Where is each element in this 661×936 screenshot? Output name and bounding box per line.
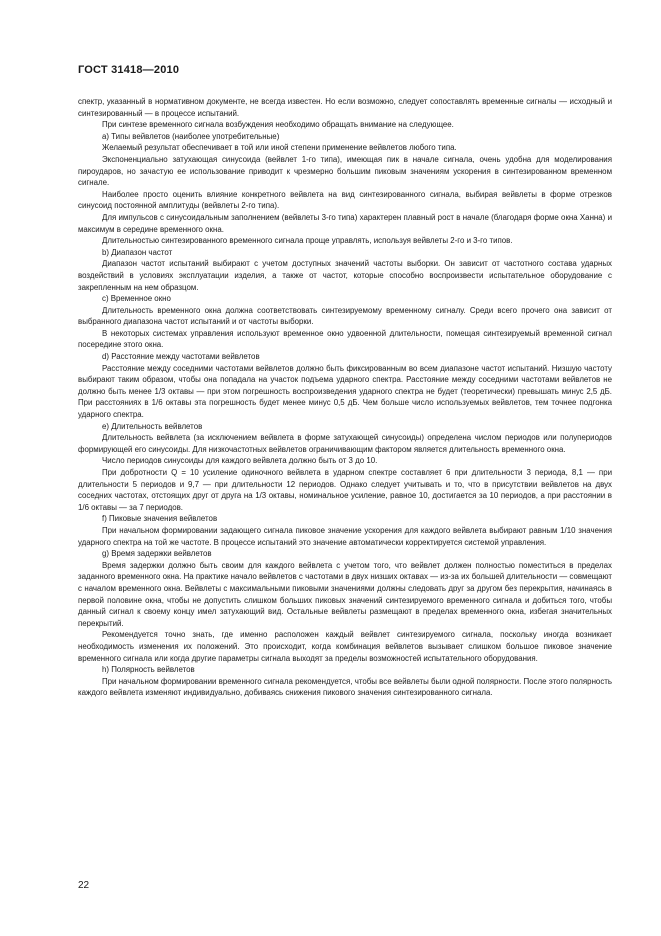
paragraph: Диапазон частот испытаний выбирают с учетом доступных значений частоты выборки. Он зависит от частотного состава ударных воздействий в условиях эксплуатации изделия, а также от частот, которые способно воспроизвести испытательное оборудование с закрепленным на нем образцом. <box>78 259 612 292</box>
paragraph: Рекомендуется точно знать, где именно расположен каждый вейвлет синтезируемого сигнала, поскольку иногда возникает необходимость изменения их положений. Это происходит, когда комбинация вейвлетов вызывает слишком большое пиковое значение временного сигнала или когда другие параметры сигнала выходят за пределы возможностей испытательного оборудования. <box>78 630 612 663</box>
paragraph: При начальном формировании задающего сигнала пиковое значение ускорения для каждого вейвлета выбирают равным 1/10 значения ударного спектра на той же частоте. В процессе испытаний это значение автоматически корректируется системой управления. <box>78 525 612 547</box>
section-heading-f: f) Пиковые значения вейвлетов <box>102 514 218 524</box>
paragraph: Расстояние между соседними частотами вейвлетов должно быть фиксированным во всем диапазоне частот испытаний. Низшую частоту выбирают таким образом, чтобы она попадала на участок подъема ударного спектра. Расстояние между соседними частотами вейвлетов не должно быть менее 1/3 октавы — при этом погрешность воспроизведения ударного спектра не будет (теоретически) превышать минус 2,5 дБ. При расстояниях в 1/6 октавы эта погрешность будет менее минус 0,5 дБ. Чем больше число используемых вейвлетов, тем точнее подгонка ударного спектра. <box>78 363 612 420</box>
section-heading-c: c) Временное окно <box>102 294 171 304</box>
document-header: ГОСТ 31418—2010 <box>78 64 180 76</box>
paragraph: В некоторых системах управления используют временное окно удвоенной длительности, помещая синтезируемый временной сигнал посередине этого окна. <box>78 328 612 350</box>
page-number: 22 <box>78 880 90 891</box>
paragraph: Для импульсов с синусоидальным заполнением (вейвлеты 3-го типа) характерен плавный рост в начале (благодаря форме окна Ханна) и максимум в середине временного окна. <box>78 212 612 234</box>
document-body <box>78 96 612 699</box>
paragraph: Наиболее просто оценить влияние конкретного вейвлета на вид синтезированного сигнала, выбирая вейвлеты в форме отрезков синусоид постоянной амплитуды (вейвлеты 2-го типа). <box>78 189 612 211</box>
section-heading-e: e) Длительность вейвлетов <box>102 421 203 431</box>
paragraph: Число периодов синусоиды для каждого вейвлета должно быть от 3 до 10. <box>102 456 378 466</box>
section-heading-a: а) Типы вейвлетов (наиболее употребительные) <box>102 131 280 141</box>
paragraph: Длительность временного окна должна соответствовать синтезируемому временному сигналу. Среди всего прочего она зависит от выбранного диапазона частот испытаний и от частоты выборки. <box>78 305 612 327</box>
paragraph: Длительностью синтезированного временного сигнала проще управлять, используя вейвлеты 2-го и 3-го типов. <box>102 236 513 246</box>
paragraph: При начальном формировании временного сигнала рекомендуется, чтобы все вейвлеты были одной полярности. После этого полярность каждого вейвлета изменяют индивидуально, добиваясь снижения пикового значения синтезированного сигнала. <box>78 676 612 698</box>
paragraph: спектр, указанный в нормативном документе, не всегда известен. Но если возможно, следует сопоставлять временные сигналы — исходный и синтезированный — в процессе испытаний. <box>78 97 612 118</box>
section-heading-g: g) Время задержки вейвлетов <box>102 549 212 559</box>
paragraph: Длительность вейвлета (за исключением вейвлета в форме затухающей синусоиды) определена числом периодов или полупериодов формирующей его синусоиды. Для низкочастотных вейвлетов ограничивающим фактором является длительность временного окна. <box>78 433 612 454</box>
section-heading-h: h) Полярность вейвлетов <box>102 665 195 675</box>
section-heading-b: b) Диапазон частот <box>102 247 173 257</box>
paragraph: Время задержки должно быть своим для каждого вейвлета с учетом того, что вейвлет должен полностью поместиться в пределах заданного временного окна. На практике начало вейвлетов с частотами в двух низших октавах — из-за их большей длительности — совмещают с началом временного окна. Вейвлеты с максимальными пиковыми значениями должны следовать друг за другом без перекрытия, начинаясь в первой половине окна, чтобы не допустить слишком больших пиковых значений синтезируемого временного сигнала и добиться того, чтобы данный сигнал к своему концу имел затухающий вид. Остальные вейвлеты размещают в пределах временного окна, избегая значительных перекрытий. <box>78 560 612 628</box>
section-heading-d: d) Расстояние между частотами вейвлетов <box>102 352 260 362</box>
paragraph: Желаемый результат обеспечивает в той или иной степени применение вейвлетов любого типа. <box>102 143 457 153</box>
paragraph: Экспоненциально затухающая синусоида (вейвлет 1-го типа), имеющая пик в начале сигнала, очень удобна для моделирования пироударов, но зачастую ее использование приводит к чрезмерно большим пиковым значениям ускорения в синтезированном временном сигнале. <box>78 154 612 188</box>
paragraph: При добротности Q = 10 усиление одиночного вейвлета в ударном спектре составляет 6 при длительности 3 периода, 8,1 — при длительности 5 периодов и 9,7 — при длительности 12 периодов. Однако следует учитывать и то, что в присутствии вейвлетов на двух соседних частотах, отстоящих друг от друга на 1/3 октавы, номинальное усиление, равное 10, достигается за 10 периодов, а при расстоянии в 1/6 октавы — за 7 периодов. <box>78 468 612 512</box>
paragraph: При синтезе временного сигнала возбуждения необходимо обращать внимание на следующее. <box>102 120 454 130</box>
